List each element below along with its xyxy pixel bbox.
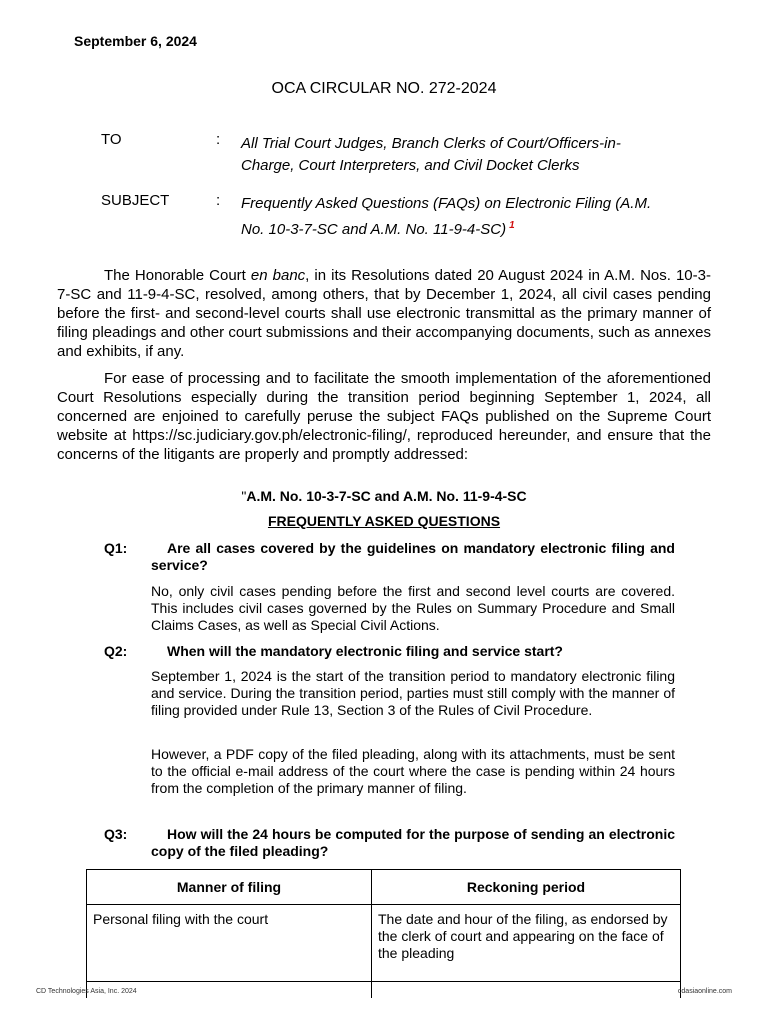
subject-line-2 xyxy=(241,215,711,241)
filing-table xyxy=(86,869,681,998)
to-line-1: All Trial Court Judges, Branch Clerks of Court/Officers-in- xyxy=(241,135,621,152)
paragraph-2: For ease of processing and to facilitate the smooth implementation of the aforementioned Court Resolutions especially during the transition period beginning September 1, 2024, all concerned are enjoined to carefully peruse the subject FAQs published on the Supreme Court website at https://sc.judiciary.gov.ph/electronic-filing/, reproduced hereunder, and ensure that the concerns of the litigants are properly and promptly addressed: xyxy=(57,370,711,463)
q1-number: Q1: xyxy=(104,540,128,556)
paragraph-1-italic: en banc xyxy=(250,267,306,284)
table-cell-manner: Personal filing with the court xyxy=(87,905,372,982)
to-label: TO xyxy=(101,131,122,148)
circular-title: OCA CIRCULAR NO. 272-2024 xyxy=(271,80,497,97)
q2-question: When will the mandatory electronic filing and service start? xyxy=(167,643,563,659)
table-header-reckoning: Reckoning period xyxy=(372,870,681,905)
subject-label: SUBJECT xyxy=(101,192,170,209)
q2-number: Q2: xyxy=(104,643,128,659)
q1-question: Are all cases covered by the guidelines on mandatory electronic filing and service? xyxy=(151,540,675,573)
faq-reference xyxy=(0,488,768,504)
subject-colon: : xyxy=(216,192,221,209)
table-cell-empty xyxy=(372,982,681,999)
footer-copyright: CD Technologies Asia, Inc. 2024 xyxy=(36,988,137,995)
table-header-manner: Manner of filing xyxy=(87,870,372,905)
q3-question: How will the 24 hours be computed for the purpose of sending an electronic copy of the filed pleading? xyxy=(151,826,675,859)
faq-title: FREQUENTLY ASKED QUESTIONS xyxy=(267,513,501,529)
opening-quote: " xyxy=(241,488,247,504)
q2-answer-1: September 1, 2024 is the start of the transition period to mandatory electronic filing and service. During the transition period, parties must still comply with the manner of filing provided under Rule 13, Section 3 of the Rules of Civil Procedure. xyxy=(151,668,675,718)
paragraph-1 xyxy=(57,266,711,361)
subject-value xyxy=(241,193,711,241)
to-colon: : xyxy=(216,131,221,148)
table-header-row xyxy=(87,870,681,905)
footnote-marker[interactable]: 1 xyxy=(509,220,515,231)
table-cell-reckoning: The date and hour of the filing, as endorsed by the clerk of court and appearing on the face of the pleading xyxy=(372,905,681,982)
subject-line-1: Frequently Asked Questions (FAQs) on Electronic Filing (A.M. xyxy=(241,195,652,212)
subject-line-2-text: No. 10-3-7-SC and A.M. No. 11-9-4-SC) xyxy=(241,221,507,238)
table-row xyxy=(87,905,681,982)
q1-answer: No, only civil cases pending before the first and second level courts are covered. This includes civil cases governed by the Rules on Summary Procedure and Small Claims Cases, as well as Special Civil Actions. xyxy=(151,583,675,633)
table-row-continued xyxy=(87,982,681,999)
q3-number: Q3: xyxy=(104,826,128,842)
footer-website[interactable]: cdasiaonline.com xyxy=(677,988,732,995)
paragraph-1-rest: , in its Resolutions dated 20 August 2024 in A.M. Nos. 10-3-7-SC and 11-9-4-SC, resolved, among others, that by December 1, 2024, all civil cases pending before the first- and second-level courts shall use electronic transmittal as the primary manner of filing pleadings and other court submissions and their accompanying documents, such as annexes and exhibits, if any. xyxy=(57,267,711,360)
to-value xyxy=(241,133,711,177)
q2-answer-2: However, a PDF copy of the filed pleading, along with its attachments, must be sent to the official e-mail address of the court where the case is pending within 24 hours from the completion of the primary manner of filing. xyxy=(151,746,675,796)
faq-reference-text: A.M. No. 10-3-7-SC and A.M. No. 11-9-4-SC xyxy=(246,488,527,504)
document-date: September 6, 2024 xyxy=(74,33,197,49)
paragraph-1-start: The Honorable Court xyxy=(104,267,251,284)
to-line-2: Charge, Court Interpreters, and Civil Docket Clerks xyxy=(241,157,580,174)
